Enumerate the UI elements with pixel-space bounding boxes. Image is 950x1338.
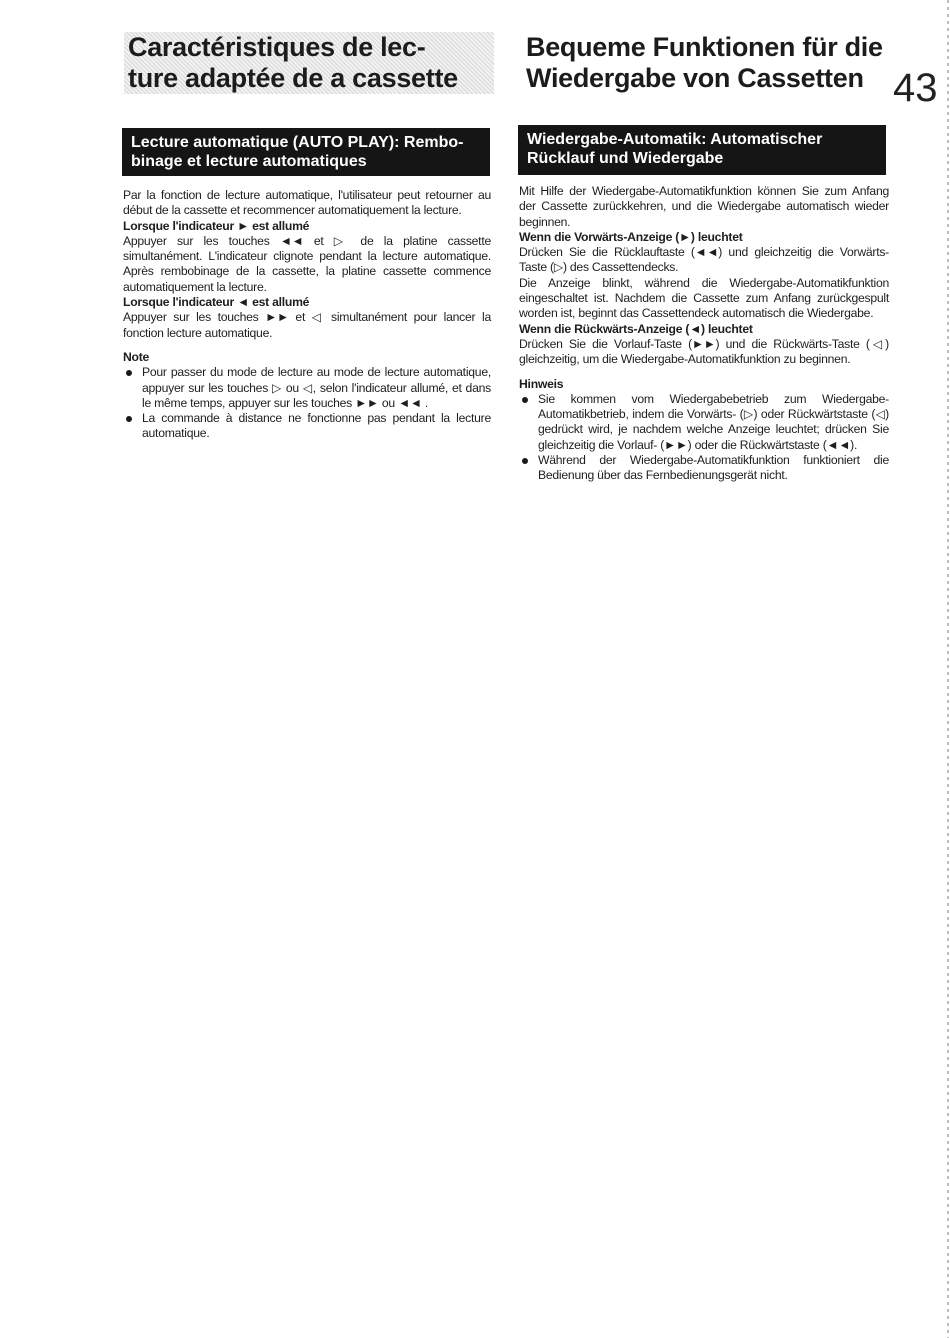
german-note-list [519,392,889,484]
german-paragraph-blink: Die Anzeige blinkt, während die Wiedergabe-Automatikfunktion eingeschaltet ist. Nachdem die Cassette zum Anfang zurückgespult worden ist, beginnt das Cassettendeck automatisch die Wiedergabe. [519,275,889,321]
german-body [519,184,889,484]
page-number: 43 [893,66,938,110]
french-page-title [124,32,494,94]
french-subheading-play-indicator: Lorsque l'indicateur ► est allumé [123,218,310,233]
german-intro: Mit Hilfe der Wiedergabe-Automatikfunktion können Sie zum Anfang der Cassette zurückkehren, und die Wiedergabe automatisch wieder beginnen. [519,184,889,229]
page-edge-divider [947,0,949,1338]
french-section-heading [122,128,490,176]
german-subheading-reverse-indicator: Wenn die Rückwärts-Anzeige (◄) leuchtet [519,321,753,336]
french-paragraph-play-indicator: Appuyer sur les touches ◄◄ et ▷ de la platine cassette simultanément. L'indicateur clignote pendant la lecture automatique. Après rembobinage de la cassette, la platine cassette commence automatiquement la lecture. [123,233,491,294]
french-section-line-2: binage et lecture automatiques [131,153,367,170]
german-section-line-1: Wiedergabe-Automatik: Automatischer [527,131,823,148]
german-paragraph-forward-indicator: Drücken Sie die Rücklauftaste (◄◄) und gleichzeitig die Vorwärts-Taste (▷) des Cassettendecks. [519,245,889,275]
french-subheading-reverse-indicator: Lorsque l'indicateur ◄ est allumé [123,295,310,310]
french-note-item: Pour passer du mode de lecture au mode de lecture automatique, appuyer sur les touches ▷ ou ◁, selon l'indicateur allumé, et dans le même temps, appuyer sur les touches ►► ou ◄◄ . [123,365,491,411]
german-title-line-1: Bequeme Funktionen für die [526,32,883,62]
french-section-line-1: Lecture automatique (AUTO PLAY): Rembo- [131,134,464,151]
french-note-heading: Note [123,349,150,364]
french-title-line-1: Caractéristiques de lec- [128,32,426,62]
german-section-line-2: Rücklauf und Wiedergabe [527,150,724,167]
german-note-item: Während der Wiedergabe-Automatikfunktion funktioniert die Bedienung über das Fernbedienungsgerät nicht. [519,453,889,484]
german-section-heading [518,125,886,175]
german-title-line-2: Wiedergabe von Cassetten [526,63,864,93]
french-intro: Par la fonction de lecture automatique, l'utilisateur peut retourner au début de la cassette et recommencer automatiquement la lecture. [123,188,491,218]
french-note-list [123,365,491,441]
french-title-line-2: ture adaptée de a cassette [128,63,458,93]
german-page-title [526,32,896,94]
german-note-heading: Hinweis [519,376,564,391]
french-note-item: La commande à distance ne fonctionne pas pendant la lecture automatique. [123,411,491,442]
german-subheading-forward-indicator: Wenn die Vorwärts-Anzeige (►) leuchtet [519,229,743,244]
french-body [123,188,491,442]
german-paragraph-reverse-indicator: Drücken Sie die Vorlauf-Taste (►►) und die Rückwärts-Taste (◁) gleichzeitig, um die Wiedergabe-Automatikfunktion zu beginnen. [519,336,889,367]
german-note-item: Sie kommen vom Wiedergabebetrieb zum Wiedergabe-Automatikbetrieb, indem die Vorwärts- (▷) oder Rückwärtstaste (◁) gedrückt wird, je nachdem welche Anzeige leuchtet; drücken Sie gleichzeitig die Vorlauf- (►►) oder die Rückwärtstaste (◄◄). [519,392,889,453]
french-paragraph-reverse-indicator: Appuyer sur les touches ►► et ◁ simultanément pour lancer la fonction lecture automatique. [123,310,491,340]
